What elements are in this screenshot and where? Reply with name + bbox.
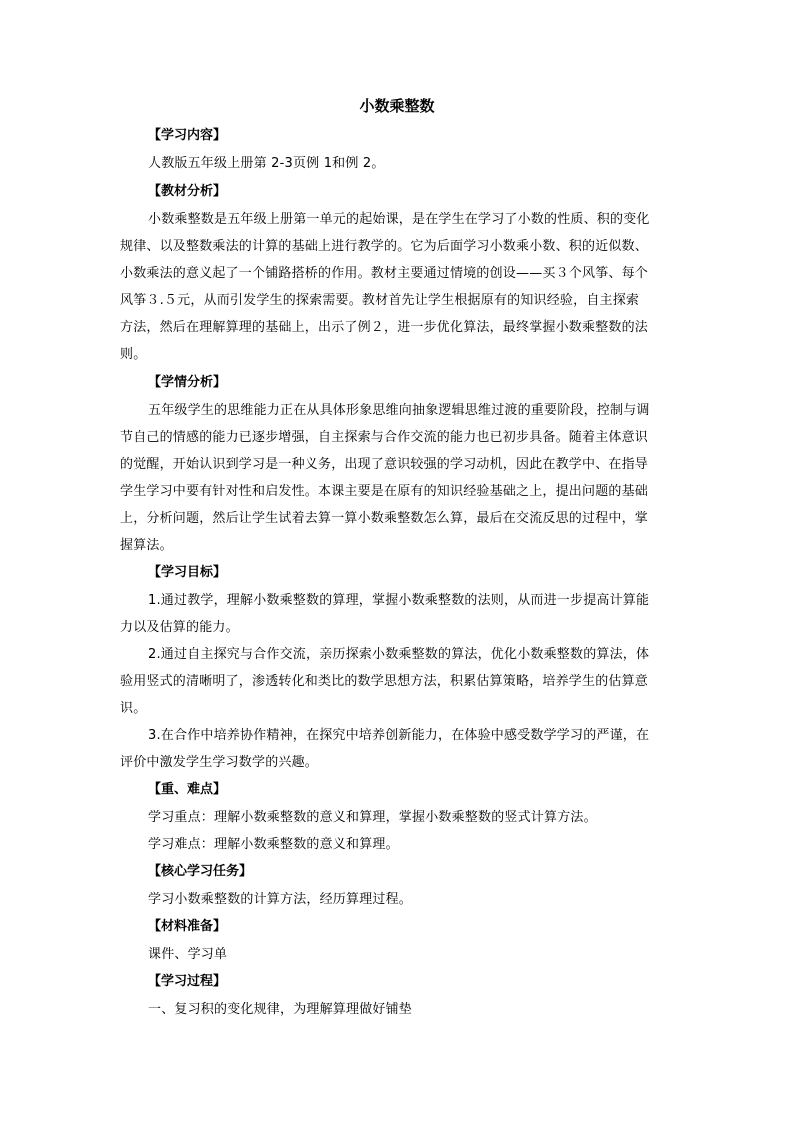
section-heading-materials: 【材料准备】: [148, 919, 227, 934]
goals-line: 2.通过自主探究与合作交流，亲历探索小数乘整数的算法，优化小数乘整数的算法，体: [148, 647, 650, 662]
goals-line: 1.通过教学，理解小数乘整数的算理，掌握小数乘整数的法则，从而进一步提高计算能: [148, 593, 650, 608]
goals-line: 评价中激发学生学习数学的兴趣。: [120, 755, 319, 770]
process-text: 一、复习积的变化规律，为理解算理做好铺垫: [148, 1002, 413, 1017]
learner-line: 的觉醒，开始认识到学习是一种义务，出现了意识较强的学习动机，因此在教学中、在指导: [120, 457, 649, 472]
core-task-text: 学习小数乘整数的计算方法，经历算理过程。: [148, 892, 413, 907]
textbook-line: 风筝３.５元，从而引发学生的探索需要。教材首先让学生根据原有的知识经验，自主探索: [120, 293, 640, 308]
learner-line: 五年级学生的思维能力正在从具体形象思维向抽象逻辑思维过渡的重要阶段，控制与调: [148, 403, 650, 418]
key-point-text: 学习重点：理解小数乘整数的意义和算理，掌握小数乘整数的竖式计算方法。: [148, 810, 597, 825]
goals-line: 力以及估算的能力。: [120, 620, 239, 635]
textbook-line: 则。: [120, 347, 147, 362]
goals-line: 3.在合作中培养协作精神，在探究中培养创新能力，在体验中感受数学学习的严谨，在: [148, 728, 650, 743]
section-heading-key-points: 【重、难点】: [148, 782, 227, 797]
learner-line: 上，分析问题，然后让学生试着去算一算小数乘整数怎么算，最后在交流反思的过程中，掌: [120, 511, 649, 526]
goals-line: 识。: [120, 701, 147, 716]
section-heading-goals: 【学习目标】: [148, 565, 227, 580]
section-heading-textbook: 【教材分析】: [148, 184, 227, 199]
textbook-line: 小数乘法的意义起了一个铺路搭桥的作用。教材主要通过情境的创设——买３个风筝、每个: [120, 266, 649, 281]
content-text: 人教版五年级上册第 2-3页例 1和例 2。: [148, 156, 385, 171]
section-heading-process: 【学习过程】: [148, 974, 227, 989]
textbook-line: 方法，然后在理解算理的基础上，出示了例２，进一步优化算法，最终掌握小数乘整数的法: [120, 320, 649, 335]
learner-line: 节自己的情感的能力已逐步增强，自主探索与合作交流的能力也已初步具备。随着主体意识: [120, 430, 649, 445]
difficult-point-text: 学习难点：理解小数乘整数的意义和算理。: [148, 837, 399, 852]
materials-text: 课件、学习单: [148, 947, 228, 962]
document-title: 小数乘整数: [359, 97, 435, 115]
textbook-line: 小数乘整数是五年级上册第一单元的起始课，是在学生在学习了小数的性质、积的变化: [148, 212, 650, 227]
section-heading-core-task: 【核心学习任务】: [148, 864, 253, 879]
section-heading-content: 【学习内容】: [148, 128, 227, 143]
learner-line: 学生学习中要有针对性和启发性。本课主要是在原有的知识经验基础之上，提出问题的基础: [120, 484, 649, 499]
learner-line: 握算法。: [120, 538, 173, 553]
goals-line: 验用竖式的清晰明了，渗透转化和类比的数学思想方法，积累估算策略，培养学生的估算意: [120, 674, 649, 689]
section-heading-learner: 【学情分析】: [148, 375, 227, 390]
textbook-line: 规律、以及整数乘法的计算的基础上进行教学的。它为后面学习小数乘小数、积的近似数、: [120, 239, 649, 254]
